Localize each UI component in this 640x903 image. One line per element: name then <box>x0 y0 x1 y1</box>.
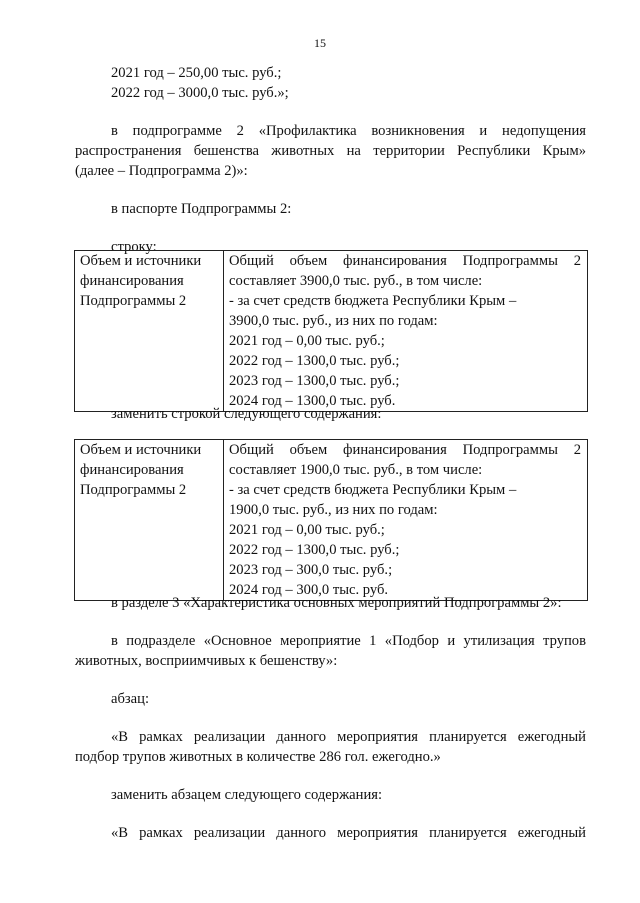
text-line: в паспорте Подпрограммы 2: <box>111 201 292 217</box>
cell-line: 3900,0 тыс. руб., из них по годам: <box>229 313 438 329</box>
cell-line: финансирования <box>80 462 184 478</box>
cell-line: Подпрограммы 2 <box>80 482 187 498</box>
cell-line: Общий объем финансирования Подпрограммы 2 <box>229 253 581 269</box>
text-line: в подпрограмме 2 «Профилактика возникновения и недопущения <box>111 123 586 139</box>
text-line: в подразделе «Основное мероприятие 1 «Подбор и утилизация трупов <box>111 633 586 649</box>
cell-line: 2023 год – 1300,0 тыс. руб.; <box>229 373 400 389</box>
cell-line: составляет 1900,0 тыс. руб., в том числе: <box>229 462 483 478</box>
text-line: заменить абзацем следующего содержания: <box>111 787 383 803</box>
text-line: 2022 год – 3000,0 тыс. руб.»; <box>111 85 289 101</box>
cell-line: составляет 3900,0 тыс. руб., в том числе: <box>229 273 483 289</box>
cell-line: 2021 год – 0,00 тыс. руб.; <box>229 333 385 349</box>
page-number: 15 <box>314 36 326 50</box>
cell-line: - за счет средств бюджета Республики Крым – <box>229 482 517 498</box>
text-line: распространения бешенства животных на территории Республики Крым» <box>75 143 586 159</box>
cell-line: Объем и источники <box>80 442 202 458</box>
text-line: 2021 год – 250,00 тыс. руб.; <box>111 65 282 81</box>
text-line: (далее – Подпрограмма 2)»: <box>75 163 248 179</box>
cell-line: 2022 год – 1300,0 тыс. руб.; <box>229 542 400 558</box>
cell-line: 2024 год – 300,0 тыс. руб. <box>229 582 389 598</box>
text-line: животных, восприимчивых к бешенству»: <box>75 653 338 669</box>
funding-table-old <box>74 250 588 412</box>
cell-line: 2021 год – 0,00 тыс. руб.; <box>229 522 385 538</box>
cell-line: 2023 год – 300,0 тыс. руб.; <box>229 562 393 578</box>
cell-line: Объем и источники <box>80 253 202 269</box>
text-line: заменить строкой следующего содержания: <box>111 406 382 422</box>
table-value-cell <box>224 251 588 412</box>
text-line: «В рамках реализации данного мероприятия планируется ежегодный <box>111 729 586 745</box>
cell-line: 1900,0 тыс. руб., из них по годам: <box>229 502 438 518</box>
cell-line: 2022 год – 1300,0 тыс. руб.; <box>229 353 400 369</box>
cell-line: Подпрограммы 2 <box>80 293 187 309</box>
table-label-cell <box>75 251 224 412</box>
text-line: абзац: <box>111 691 150 707</box>
text-line: в разделе 3 «Характеристика основных мероприятий Подпрограммы 2»: <box>111 595 562 611</box>
table-value-cell <box>224 440 588 601</box>
cell-line: - за счет средств бюджета Республики Крым – <box>229 293 517 309</box>
cell-line: 2024 год – 1300,0 тыс. руб. <box>229 393 396 409</box>
funding-table-new <box>74 439 588 601</box>
text-line: подбор трупов животных в количестве 286 гол. ежегодно.» <box>75 749 441 765</box>
table-label-cell <box>75 440 224 601</box>
text-line: строку: <box>111 239 157 255</box>
text-line: «В рамках реализации данного мероприятия планируется ежегодный <box>111 825 586 841</box>
cell-line: Общий объем финансирования Подпрограммы 2 <box>229 442 581 458</box>
cell-line: финансирования <box>80 273 184 289</box>
